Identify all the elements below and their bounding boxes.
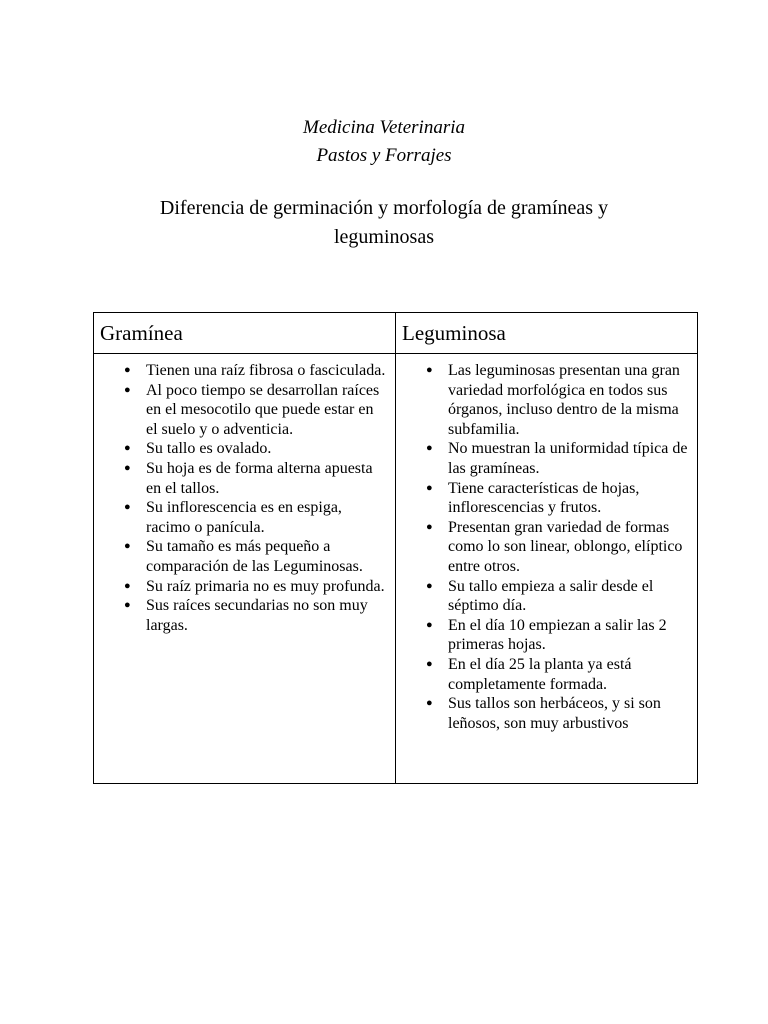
- list-item: ● Su raíz primaria no es muy profunda.: [102, 577, 387, 597]
- graminea-list: [102, 361, 387, 635]
- list-item: ● No muestran la uniformidad típica de las gramíneas.: [404, 439, 689, 478]
- course-name: Medicina Veterinaria: [303, 117, 465, 138]
- list-item: ● Tiene características de hojas, inflorescencias y frutos.: [404, 479, 689, 518]
- list-item: ● Tienen una raíz fibrosa o fasciculada.: [102, 361, 387, 381]
- table-body-row: [94, 354, 698, 784]
- list-item: ● Las leguminosas presentan una gran variedad morfológica en todos sus órganos, incluso dentro de la misma subfamilia.: [404, 361, 689, 439]
- leguminosa-cell: [396, 354, 698, 784]
- list-item: ● Su inflorescencia es en espiga, racimo o panícula.: [102, 498, 387, 537]
- list-item: ● Su tallo es ovalado.: [102, 439, 387, 459]
- header-graminea: Gramínea: [94, 313, 396, 354]
- header-leguminosa: Leguminosa: [396, 313, 698, 354]
- list-item: ● Presentan gran variedad de formas como lo son linear, oblongo, elíptico entre otros.: [404, 518, 689, 577]
- document-header: [0, 114, 768, 252]
- list-item: ● Sus raíces secundarias no son muy largas.: [102, 596, 387, 635]
- list-item: ● Al poco tiempo se desarrollan raíces en el mesocotilo que puede estar en el suelo y o adventicia.: [102, 381, 387, 440]
- list-item: ● Su tamaño es más pequeño a comparación de las Leguminosas.: [102, 537, 387, 576]
- list-item: ● En el día 10 empiezan a salir las 2 primeras hojas.: [404, 616, 689, 655]
- document-title: Diferencia de germinación y morfología de gramíneas y leguminosas: [159, 197, 609, 248]
- list-item: ● Su tallo empieza a salir desde el séptimo día.: [404, 577, 689, 616]
- list-item: ● Su hoja es de forma alterna apuesta en el tallos.: [102, 459, 387, 498]
- list-item: ● Sus tallos son herbáceos, y si son leñosos, son muy arbustivos: [404, 694, 689, 733]
- leguminosa-list: [404, 361, 689, 733]
- list-item: ● En el día 25 la planta ya está completamente formada.: [404, 655, 689, 694]
- comparison-table: [93, 312, 698, 784]
- subject-name: Pastos y Forrajes: [316, 145, 452, 166]
- table-header-row: [94, 313, 698, 354]
- graminea-cell: [94, 354, 396, 784]
